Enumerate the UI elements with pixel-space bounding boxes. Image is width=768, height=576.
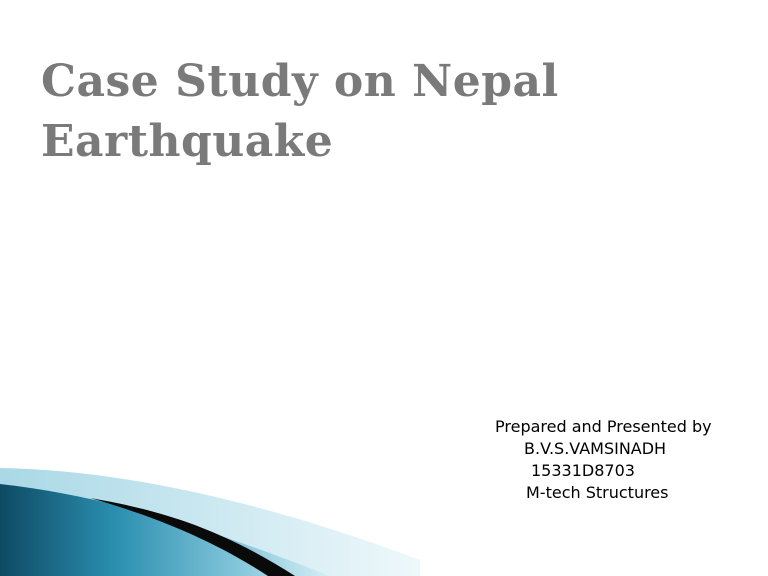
- presenter-id: 15331D8703: [531, 461, 635, 480]
- title-line-2: Earthquake: [41, 116, 334, 167]
- title-line-1: Case Study on Nepal: [41, 56, 559, 107]
- presenter-heading: Prepared and Presented by: [495, 417, 712, 436]
- presenter-program: M-tech Structures: [526, 483, 669, 502]
- presenter-name: B.V.S.VAMSINADH: [524, 439, 667, 458]
